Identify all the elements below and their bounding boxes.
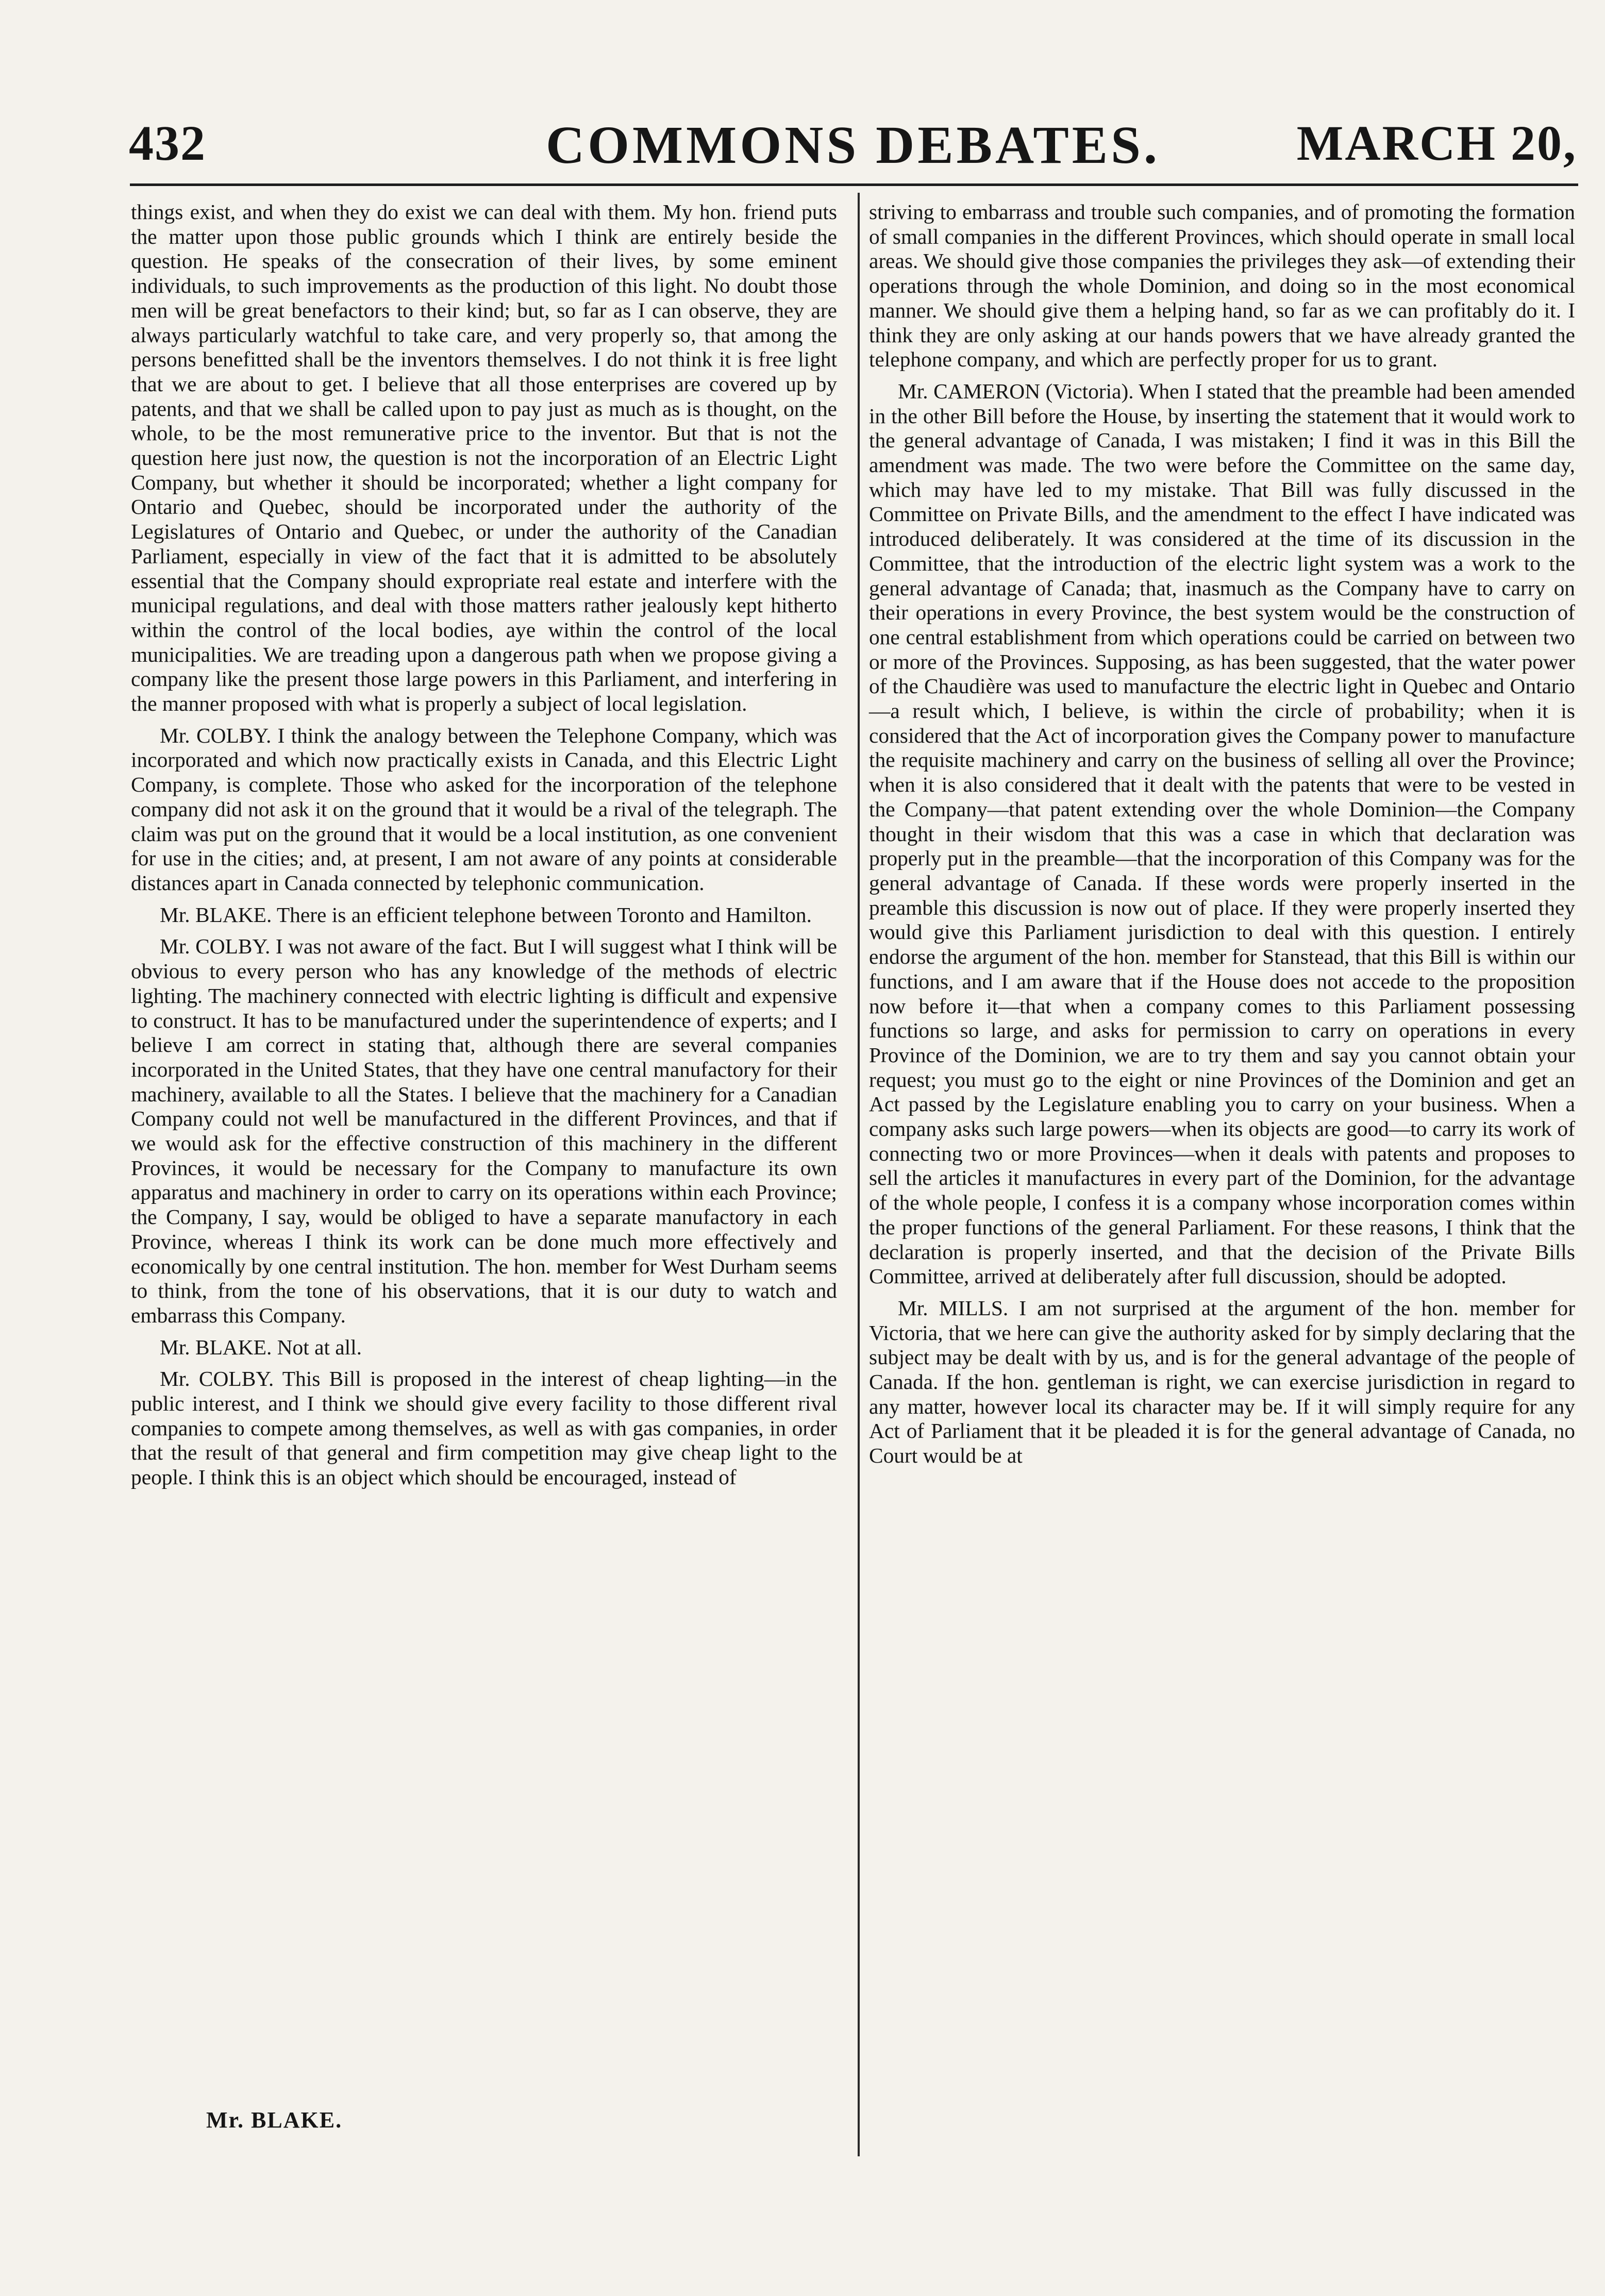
right-column (869, 200, 1575, 1476)
paragraph: Mr. BLAKE. Not at all. (160, 1335, 362, 1359)
paragraph: Mr. COLBY. This Bill is proposed in the interest of cheap lighting—in the public interest, and I think we should give every facility to those different rival companies to compete among themselves, as well as with gas companies, in order that the result of that general and firm competition may give cheap light to the people. I think this is an object which should be encouraged, instead of (131, 1367, 837, 1489)
paragraph: Mr. COLBY. I was not aware of the fact. But I will suggest what I think will be obvious to every person who has any knowledge of the methods of electric lighting. The machinery connected with electric lighting is difficult and expensive to construct. It has to be manufactured under the superintendence of experts; and I believe I am correct in stating that, although there are several companies incorporated in the United States, that they have one central manufactory for their machinery, available to all the States. I believe that the machinery for a Canadian Company could not well be manufactured in the different Provinces, and that if we would ask for the effective construction of this machinery in the different Provinces, it would be necessary for the Company to manufacture its own apparatus and machinery in order to carry on its operations within each Province; the Company, I say, would be obliged to have a separate manufactory in each Province, whereas I think its work can be done much more effectively and economically by one central institution. The hon. member for West Durham seems to think, from the tone of his observations, that it is our duty to watch and embarrass this Company. (131, 934, 837, 1327)
left-column (131, 200, 837, 1497)
header-date: MARCH 20, (1296, 115, 1577, 171)
paragraph: Mr. MILLS. I am not surprised at the argument of the hon. member for Victoria, that we here can give the authority asked for by simply declaring that the subject may be dealt with by us, and is for the general advantage of the people of Canada. If the hon. gentleman is right, we can exercise jurisdiction in regard to any matter, however local its character may be. If it will simply require for any Act of Parliament that it be pleaded it is for the general advantage of Canada, no Court would be at (869, 1296, 1575, 1468)
header-rule (130, 183, 1578, 186)
column-divider (858, 193, 860, 2156)
journal-title: COMMONS DEBATES. (546, 115, 1160, 175)
paragraph: things exist, and when they do exist we can deal with them. My hon. friend puts the matter upon those public grounds which I think are entirely beside the question. He speaks of the consecration of their lives, by some eminent individuals, to such improvements as the production of this light. No doubt those men will be great benefactors to their kind; but, so far as I can observe, they are always particularly watchful to take care, and very properly so, that among the persons benefitted shall be the inventors themselves. I do not think it is free light that we are about to get. I believe that all those enterprises are covered up by patents, and that we shall be called upon to pay just as much as is thought, on the whole, to be the most remunerative price to the inventor. But that is not the question here just now, the question is not the incorporation of an Electric Light Company, but whether it should be incorporated; whether a light company for Ontario and Quebec, should be incorporated under the authority of the Legislatures of Ontario and Quebec, or under the authority of the Canadian Parliament, especially in view of the fact that it is admitted to be absolutely essential that the Company should expropriate real estate and interfere with the municipal regulations, and deal with those matters rather jealously kept hitherto within the control of the local bodies, aye within the control of the local municipalities. We are treading upon a dangerous path when we propose giving a company like the present those large powers in this Parliament, and interfering in the manner proposed with what is properly a subject of local legislation. (131, 200, 837, 716)
page-header (129, 114, 1577, 176)
paragraph: Mr. COLBY. I think the analogy between the Telephone Company, which was incorporated and which now practically exists in Canada, and this Electric Light Company, is complete. Those who asked for the incorporation of the telephone company did not ask it on the ground that it would be a rival of the telegraph. The claim was put on the ground that it would be a local institution, as one convenient for use in the cities; and, at present, I am not aware of any points at considerable distances apart in Canada connected by telephonic communication. (131, 723, 837, 895)
page-number: 432 (129, 115, 206, 171)
paragraph: striving to embarrass and trouble such companies, and of promoting the formation of small companies in the different Provinces, which should operate in small local areas. We should give those companies the privileges they ask—of extending their operations through the whole Dominion, and doing so in the most economical manner. We should give them a helping hand, so far as we can profitably do it. I think they are only asking at our hands powers that we have already granted the telephone company, and which are perfectly proper for us to grant. (869, 200, 1575, 372)
paragraph: Mr. BLAKE. There is an efficient telephone between Toronto and Hamilton. (160, 902, 812, 927)
catchword: Mr. BLAKE. (206, 2107, 343, 2133)
paragraph: Mr. CAMERON (Victoria). When I stated that the preamble had been amended in the other Bill before the House, by inserting the statement that it would work to the general advantage of Canada, I was mistaken; I find it was in this Bill the amendment was made. The two were before the Committee on the same day, which may have led to my mistake. That Bill was fully discussed in the Committee on Private Bills, and the amendment to the effect I have indicated was introduced deliberately. It was considered at the time of its discussion in the Committee, that the introduction of the electric light system was a work to the general advantage of Canada; that, inasmuch as the Company have to carry on their operations in every Province, the best system would be the construction of one central establishment from which operations could be carried on between two or more of the Provinces. Supposing, as has been suggested, that the water power of the Chaudière was used to manufacture the electric light in Quebec and Ontario—a result which, I believe, is within the circle of probability; when it is considered that the Act of incorporation gives the Company power to manufacture the requisite machinery and carry on the business of selling all over the Province; when it is also considered that it dealt with the patents that were to be vested in the Company—that patent extending over the whole Dominion—the Company thought in their wisdom that this was a case in which that declaration was properly put in the preamble—that the incorporation of this Company was for the general advantage of Canada. If these words were properly inserted in the preamble this discussion is now out of place. If they were properly inserted they would give this Parliament jurisdiction to deal with this question. I entirely endorse the argument of the hon. member for Stanstead, that this Bill is within our functions, and I am aware that if the House does not accede to the proposition now before it—that when a company comes to this Parliament possessing functions so large, and asks for permission to carry on operations in every Province of the Dominion, we are to try them and say you cannot obtain your request; you must go to the eight or nine Provinces of the Dominion and get an Act passed by the Legislature enabling you to carry on your business. When a company asks such large powers—when its objects are good—to carry its work of connecting two or more Provinces—when it deals with patents and proposes to sell the articles it manufactures in every part of the Dominion, for the advantage of the whole people, I confess it is a company whose incorporation comes within the proper functions of the general Parliament. For these reasons, I think that the declaration is properly inserted, and that the decision of the Private Bills Committee, arrived at deliberately after full discussion, should be adopted. (869, 379, 1575, 1288)
